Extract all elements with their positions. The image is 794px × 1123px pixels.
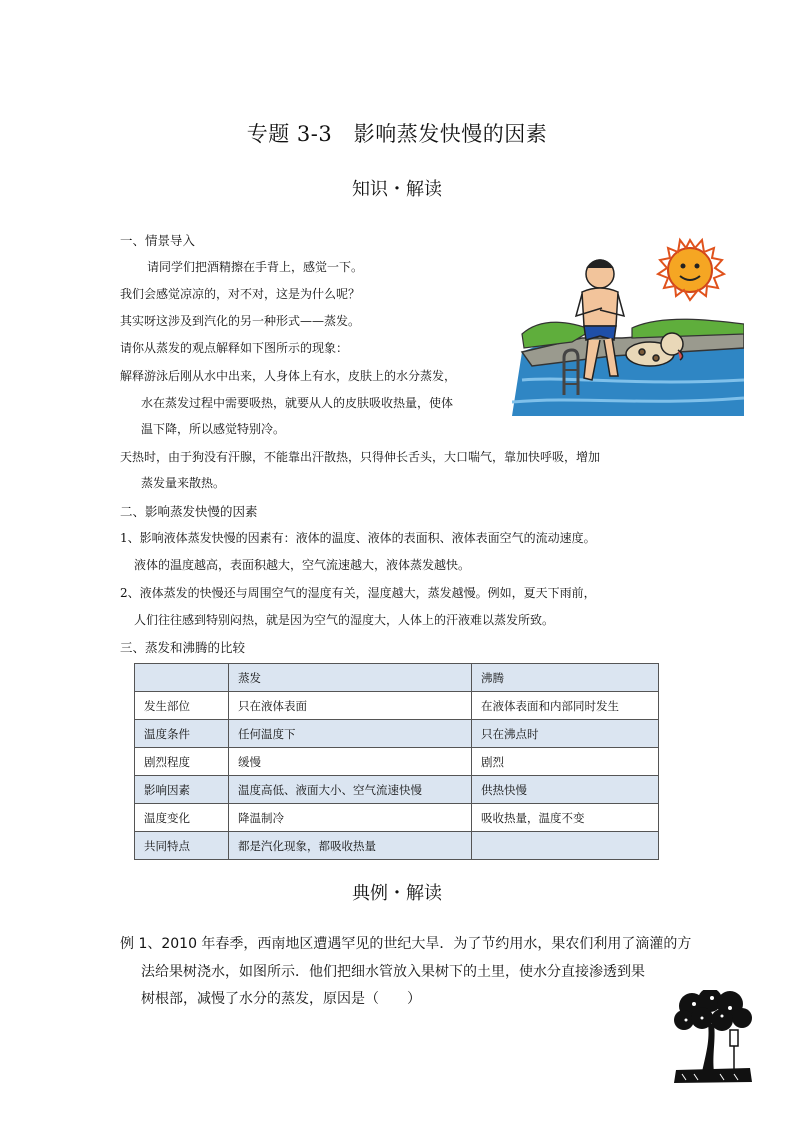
comparison-table [134, 663, 659, 860]
drip-irrigation-tree-illustration [672, 990, 754, 1085]
example-line: 法给果树浇水，如图所示．他们把细水管放入果树下的土里，使水分直接渗透到果 [141, 964, 645, 980]
swimmer-sun-dog-illustration [512, 230, 744, 416]
sec1-line: 其实呀这涉及到汽化的另一种形式——蒸发。 [120, 314, 361, 328]
example-line: 树根部，减慢了水分的蒸发，原因是（ ） [141, 991, 421, 1007]
table-cell: 在液体表面和内部同时发生 [472, 692, 659, 720]
table-cell: 降温制冷 [229, 804, 472, 832]
section-examples-heading: 典例・解读 [352, 883, 442, 904]
table-cell: 只在液体表面 [229, 692, 472, 720]
sec2-line: 1、影响液体蒸发快慢的因素有：液体的温度、液体的表面积、液体表面空气的流动速度。 [120, 531, 596, 545]
sec2-line: 液体的温度越高，表面积越大，空气流速越大，液体蒸发越快。 [134, 558, 471, 572]
table-cell: 任何温度下 [229, 720, 472, 748]
table-cell [472, 832, 659, 860]
table-cell: 缓慢 [229, 748, 472, 776]
table-header-cell: 蒸发 [229, 664, 472, 692]
sec1-line: 蒸发量来散热。 [141, 476, 226, 490]
sec3-heading: 三、蒸发和沸腾的比较 [120, 640, 246, 655]
sec1-line: 请你从蒸发的观点解释如下图所示的现象： [120, 341, 349, 355]
table-row [135, 692, 659, 720]
sec1-line: 我们会感觉凉凉的，对不对，这是为什么呢？ [120, 287, 361, 301]
table-row [135, 748, 659, 776]
table-cell: 影响因素 [135, 776, 229, 804]
sec2-line: 2、液体蒸发的快慢还与周围空气的湿度有关，湿度越大，蒸发越慢。例如，夏天下雨前， [120, 586, 596, 600]
table-row [135, 776, 659, 804]
example-line: 例 1、2010 年春季，西南地区遭遇罕见的世纪大旱．为了节约用水，果农们利用了滴灌的方 [120, 936, 692, 952]
sec1-heading: 一、情景导入 [120, 233, 196, 248]
sec2-line: 人们往往感到特别闷热，就是因为空气的湿度大，人体上的汗液难以蒸发所致。 [134, 613, 555, 627]
table-cell: 吸收热量，温度不变 [472, 804, 659, 832]
table-header-row [135, 664, 659, 692]
table-cell: 剧烈程度 [135, 748, 229, 776]
sec1-line: 天热时，由于狗没有汗腺，不能靠出汗散热，只得伸长舌头，大口喘气，靠加快呼吸，增加 [120, 450, 601, 464]
table-cell: 供热快慢 [472, 776, 659, 804]
sec1-line: 水在蒸发过程中需要吸热，就要从人的皮肤吸收热量，使体 [141, 396, 454, 410]
page-title: 专题 3-3 影响蒸发快慢的因素 [246, 122, 548, 146]
table-header-cell [135, 664, 229, 692]
table-row [135, 720, 659, 748]
table-header-cell: 沸腾 [472, 664, 659, 692]
table-cell: 温度条件 [135, 720, 229, 748]
table-cell: 温度高低、液面大小、空气流速快慢 [229, 776, 472, 804]
table-cell: 剧烈 [472, 748, 659, 776]
table-cell: 共同特点 [135, 832, 229, 860]
sec1-line: 解释游泳后刚从水中出来，人身体上有水，皮肤上的水分蒸发， [120, 369, 457, 383]
section-knowledge-heading: 知识・解读 [352, 179, 442, 200]
sec1-line: 温下降，所以感觉特别冷。 [141, 422, 286, 436]
sec1-line: 请同学们把酒精擦在手背上，感觉一下。 [147, 260, 364, 274]
table-cell: 只在沸点时 [472, 720, 659, 748]
table-cell: 温度变化 [135, 804, 229, 832]
table-row [135, 832, 659, 860]
sec2-heading: 二、影响蒸发快慢的因素 [120, 504, 258, 519]
table-cell: 发生部位 [135, 692, 229, 720]
table-row [135, 804, 659, 832]
table-cell: 都是汽化现象，都吸收热量 [229, 832, 472, 860]
